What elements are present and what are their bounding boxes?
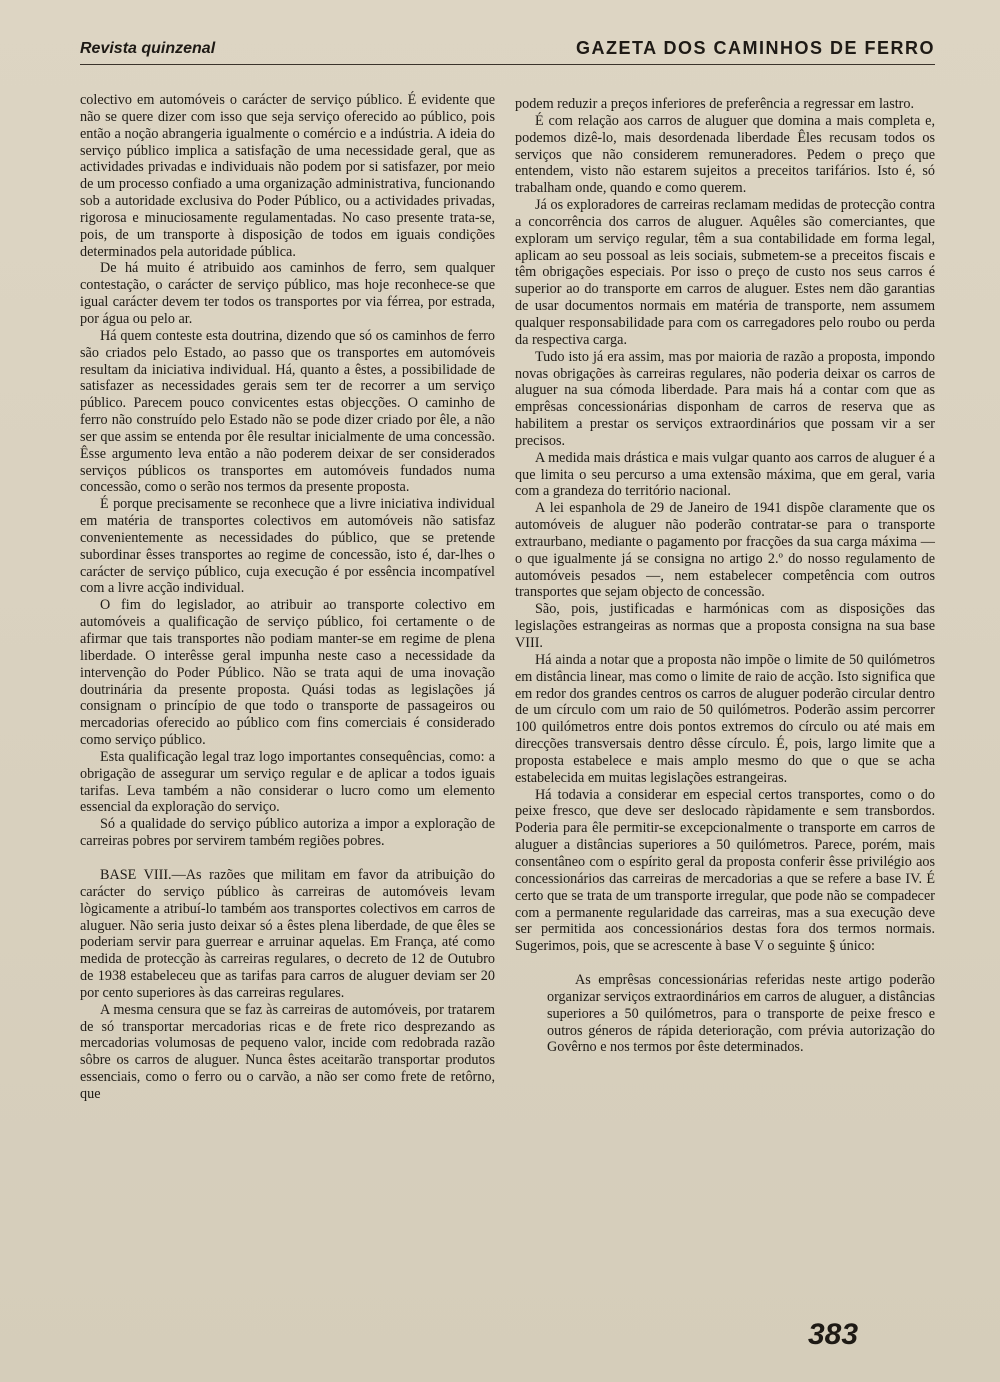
paragraph: São, pois, justificadas e harmónicas com as disposições das legislações estrangeiras as normas que a proposta consigna na sua base VIII. — [515, 601, 935, 651]
header-left: Revista quinzenal — [80, 40, 216, 57]
paragraph: A lei espanhola de 29 de Janeiro de 1941 dispõe claramente que os automóveis de aluguer não poderão contratar-se para o transporte extraurbano, mediante o pagamento por fracções da sua carga máxima — o que igualmente já se consigna no artigo 2.º do nosso regulamento de automóveis pesados —, nem estabelecer competência com outros transportes que sejam objecto de concessão. — [515, 500, 935, 601]
left-column — [80, 92, 495, 1103]
paragraph: Há ainda a notar que a proposta não impõe o limite de 50 quilómetros em distância linear, mas como o limite de raio de acção. Isto significa que em redor dos grandes centros os carros de aluguer poderão circular dentro de um círculo com um raio de 50 quilómetros. Poderão assim percorrer 100 quilómetros entre dois pontos extremos do círculo ou até mais em direcções transversais dentro dêsse círculo. É, pois, largo limite que a proposta estabelece e mais amplo mesmo do que o que se acha estabelecida em muitas legislações estrangeiras. — [515, 651, 935, 786]
paragraph: Há quem conteste esta doutrina, dizendo que só os caminhos de ferro são criados pelo Estado, ao passo que os transportes em automóveis resultam da iniciativa individual. Há, quanto a êstes, a possibilidade de satisfazer as necessidades gerais sem ter de recorrer a um serviço público. Parecem pouco convicentes estas objecções. O caminho de ferro não construído pelo Estado não se pode dizer criado por êle, a não ser que assim se entenda por êle resultar inicialmente de uma concessão. Êsse argumento leva então a não poderem deixar de ser considerados serviços públicos os transportes em automóveis fundados numa concessão, como o serão nos termos da presente proposta. — [80, 327, 495, 496]
paragraph-base-viii: BASE VIII.—As razões que militam em favor da atribuição do carácter do serviço público às carreiras de automóveis levam lògicamente a atribuí-lo também aos transportes colectivos em carros de aluguer. Não seria justo deixar só a êstes plena liberdade, de que êles se poderiam servir para guerrear e arruinar aquelas. Em França, até como medida de protecção às carreiras regulares, o decreto de 12 de Outubro de 1938 estabeleceu que as tarifas para carros de aluguer deviam ser 20 por cento superiores às das carreiras regulares. — [80, 866, 495, 1001]
paragraph: colectivo em automóveis o carácter de serviço público. É evidente que não se quere dizer com isso que seja serviço oferecido ao público, pois então a noção abrangeria igualmente o comércio e a indústria. A ideia do serviço público implica a satisfação de uma necessidade geral, que as actividades privadas e individuais não podem por si satisfazer, por meio de um processo confiado a uma organização administrativa, funcionando sob a autoridade exclusiva do Poder Público, ou a actividades privadas, rigorosa e minuciosamente regulamentadas. No caso presente trata-se, pois, de um transporte à disposição de todos em iguais condições determinados pela autoridade pública. — [80, 92, 495, 260]
paragraph: É porque precisamente se reconhece que a livre iniciativa individual em matéria de transportes colectivos em automóveis não satisfaz convenientemente as necessidades do público, que se pretende subordinar êsses transportes ao regime de concessão, isto é, dar-lhes o carácter de serviço público, cuja execução é por essência incompatível com a livre acção individual. — [80, 496, 495, 597]
quoted-amendment: As emprêsas concessionárias referidas neste artigo poderão organizar serviços extraordinários em carros de aluguer, a distâncias superiores a 50 quilómetros, para o transporte de peixe fresco e outros géneros de rápida deterioração, com prévia autorização do Govêrno e nos termos por êste determinados. — [547, 972, 935, 1056]
paragraph: Só a qualidade do serviço público autoriza a impor a exploração de carreiras pobres por servirem também regiões pobres. — [80, 816, 495, 850]
running-header — [80, 38, 935, 65]
paragraph: Esta qualificação legal traz logo importantes consequências, como: a obrigação de assegurar um serviço regular e de aplicar a todos iguais tarifas. Leva também a não considerar o lucro como um elemento essencial da exploração do serviço. — [80, 748, 495, 816]
page-number: 383 — [808, 1318, 859, 1351]
paragraph: podem reduzir a preços inferiores de preferência a regressar em lastro. — [515, 96, 915, 112]
paragraph: Há todavia a considerar em especial certos transportes, como o do peixe fresco, que deve ser deslocado ràpidamente e sem transbordos. Poderia para êle permitir-se excepcionalmente o transporte em carros de aluguer a distâncias superiores a 50 quilómetros. Parece, porém, mais consentâneo com o espírito geral da proposta conferir êsse privilégio aos concessionários das carreiras de mercadorias a que se refere a base IV. É certo que se trata de um transporte irregular, que pode não se compadecer com a permanente regularidade das carreiras, mas a sua execução deve ser permitida aos concessionários destas fora dos termos normais. Sugerimos, pois, que se acrescente à base V o seguinte § único: — [515, 786, 935, 955]
paragraph: É com relação aos carros de aluguer que domina a mais completa e, podemos dizê-lo, mais desordenada liberdade Êles recusam todos os serviços que não considerem remuneradores. Pedem o preço que entendem, visto não estarem sujeitos a preceitos tarifários. Isto é, só trabalham onde, quando e como querem. — [515, 112, 935, 197]
paragraph: A medida mais drástica e mais vulgar quanto aos carros de aluguer é a que limita o seu percurso a uma extensão máxima, que em geral, varia com a grandeza do território nacional. — [515, 449, 935, 500]
paragraph: De há muito é atribuido aos caminhos de ferro, sem qualquer contestação, o carácter de serviço público, mas hoje reconhece-se que igual carácter devem ter todos os transportes por via férrea, por estrada, por água ou pelo ar. — [80, 260, 495, 327]
paragraph: A mesma censura que se faz às carreiras de automóveis, por tratarem de só transportar mercadorias ricas e de frete rico desprezando as mercadorias volumosas de pequeno valor, incide com redobrada razão sôbre os carros de aluguer. Nunca êstes aceitarão transportar produtos essenciais, como o ferro ou o carvão, a não ser como frete de retôrno, que — [80, 1001, 495, 1102]
paragraph: Tudo isto já era assim, mas por maioria de razão a proposta, impondo novas obrigações às carreiras regulares, não poderia deixar os carros de aluguer na sua cómoda liberdade. Para mais há a contar com que as emprêsas concessionárias disponham de carros de reserva que as habilitem a prestar os serviços extraordinários que possam vir a ser precisos. — [515, 348, 935, 449]
paragraph: O fim do legislador, ao atribuir ao transporte colectivo em automóveis a qualificação de serviço público, foi certamente o de afirmar que tais transportes não podiam manter-se em regime de plena liberdade. O interêsse geral impunha neste caso a necessidade da intervenção do Poder Público. Não se trata aqui de uma inovação doutrinária da presente proposta. Quási todas as legislações já consignam o princípio de que todo o transporte de passageiros ou mercadorias oferecido ao público com fins comerciais é considerado como serviço público. — [80, 597, 495, 749]
right-column — [515, 96, 935, 1056]
paragraph: Já os exploradores de carreiras reclamam medidas de protecção contra a concorrência dos carros de aluguer. Aquêles são comerciantes, que exploram um serviço regular, têm a sua contabilidade em forma legal, aplicam ao seu possoal as leis sociais, submetem-se a preceitos fiscais e têm obrigações especiais. Por isso o preço de custo nos seus carros é superior ao do transporte em carros de aluguer. Estes nem dão garantias de usar documentos normais em matéria de transporte, nem assumem qualquer responsabilidade para com os carregadores pelo roubo ou perda da respectiva carga. — [515, 197, 935, 348]
header-right: GAZETA DOS CAMINHOS DE FERRO — [575, 38, 935, 58]
